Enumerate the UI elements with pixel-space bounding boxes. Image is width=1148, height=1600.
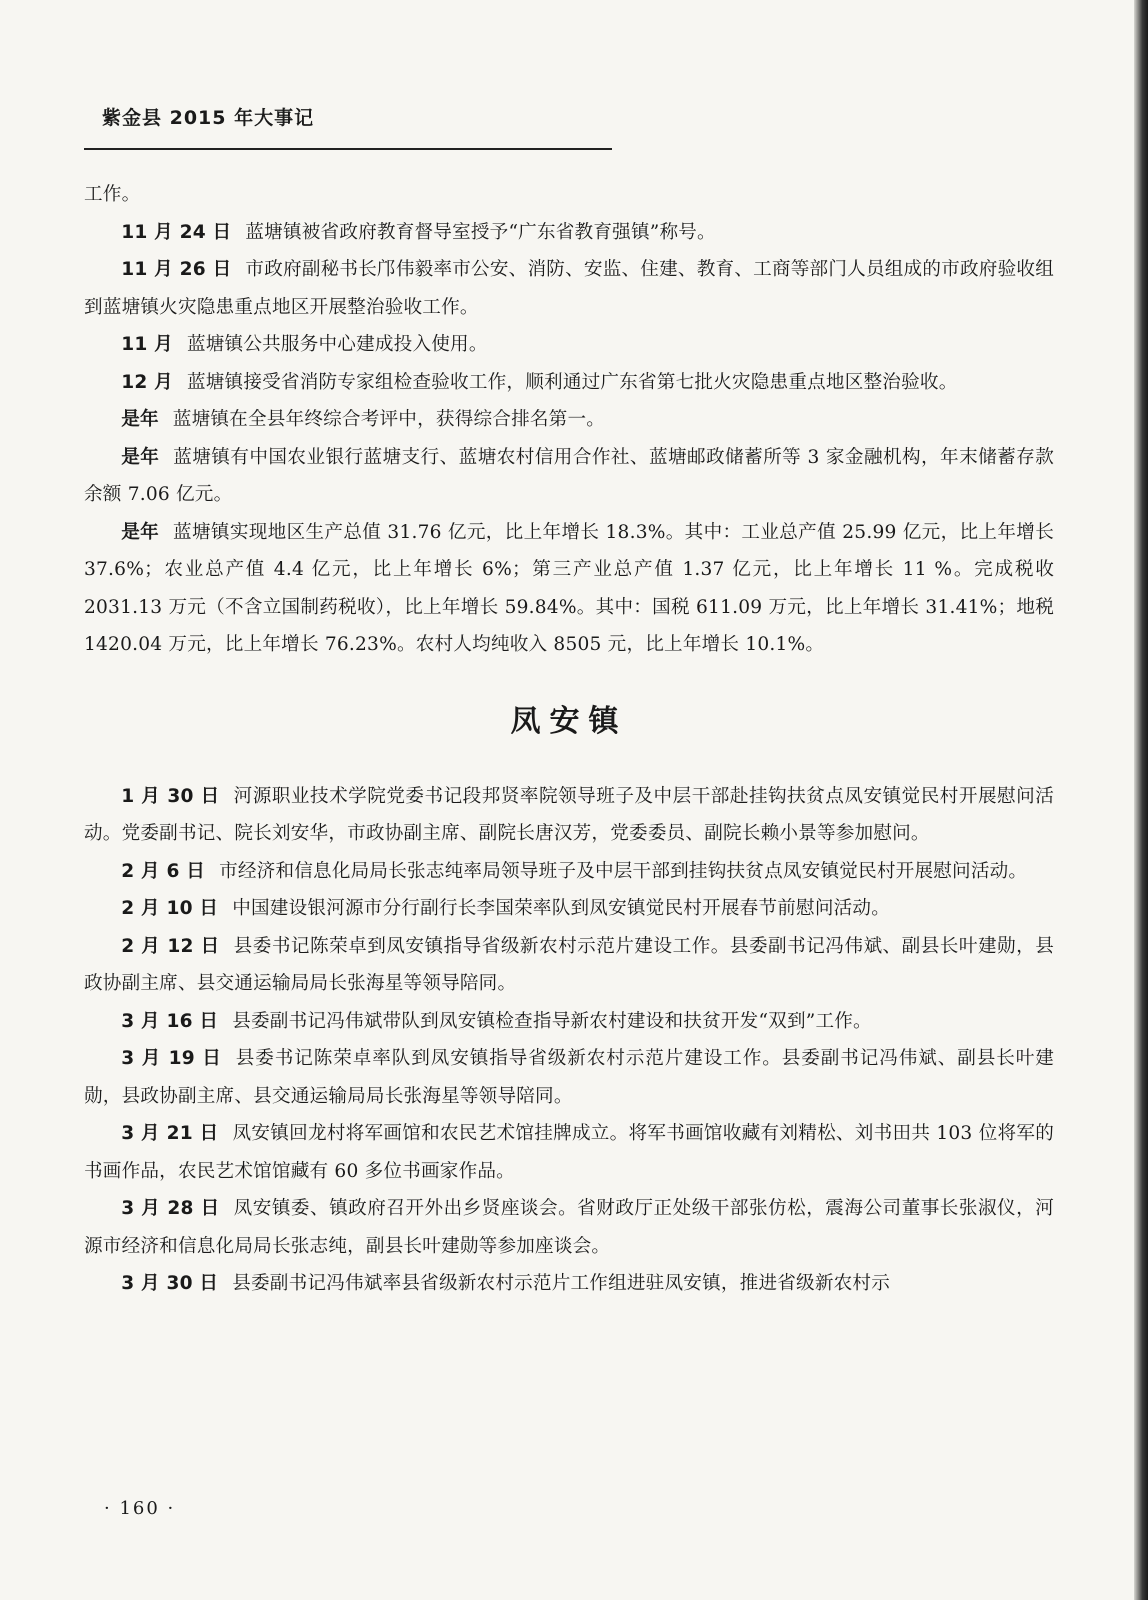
entry-date: 11 月 [121,334,173,355]
entry-text: 中国建设银河源市分行副行长李国荣率队到凤安镇觉民村开展春节前慰问活动。 [232,898,891,919]
chronicle-entry [84,251,1054,326]
chronicle-entry [84,928,1054,1003]
entry-text: 蓝塘镇实现地区生产总值 31.76 亿元，比上年增长 18.3%。其中：工业总产值 25.99 亿元，比上年增长 37.6%；农业总产值 4.4 亿元，比上年增长 6%；第三产业总产值 1.37 亿元，比上年增长 11 %。完成税收 2031.13 万元（不含立国制药税收），比上年增长 59.84%。其中：国税 611.09 万元，比上年增长 31.41%；地税 1420.04 万元，比上年增长 76.23%。农村人均纯收入 8505 元，比上年增长 10.1%。 [84,521,1054,655]
entry-date: 是年 [121,446,160,468]
chronicle-entry [84,401,1054,439]
entry-text: 蓝塘镇有中国农业银行蓝塘支行、蓝塘农村信用合作社、蓝塘邮政储蓄所等 3 家金融机构，年末储蓄存款余额 7.06 亿元。 [84,446,1054,505]
entries-lantang [84,176,1054,664]
entry-date: 是年 [121,409,159,430]
entry-date: 是年 [121,521,160,543]
chronicle-entry [84,1003,1054,1041]
entry-date: 3 月 19 日 [121,1048,222,1069]
page-body [84,176,1054,1303]
scan-edge-shadow [1134,0,1148,1600]
chronicle-entry [84,439,1054,514]
entry-date: 3 月 21 日 [121,1123,219,1144]
entry-text: 蓝塘镇公共服务中心建成投入使用。 [186,334,488,355]
chronicle-entry [84,853,1054,891]
entry-date: 1 月 30 日 [121,785,220,807]
entry-text: 市政府副秘书长邝伟毅率市公安、消防、安监、住建、教育、工商等部门人员组成的市政府验收组到蓝塘镇火灾隐患重点地区开展整治验收工作。 [84,259,1054,318]
chronicle-entry [84,1265,1054,1303]
entry-text: 市经济和信息化局局长张志纯率局领导班子及中层干部到挂钩扶贫点凤安镇觉民村开展慰问活动。 [219,860,1028,882]
entries-fengan [84,778,1054,1303]
entry-text: 河源职业技术学院党委书记段邦贤率院领导班子及中层干部赴挂钩扶贫点凤安镇觉民村开展慰问活动。党委副书记、院长刘安华，市政协副主席、副院长唐汉芳，党委委员、副院长赖小景等参加慰问。 [84,785,1054,844]
chronicle-entry [84,514,1054,664]
entry-text: 县委书记陈荣卓到凤安镇指导省级新农村示范片建设工作。县委副书记冯伟斌、副县长叶建勋，县政协副主席、县交通运输局局长张海星等领导陪同。 [84,935,1054,994]
entry-text: 县委副书记冯伟斌率县省级新农村示范片工作组进驻凤安镇，推进省级新农村示 [232,1273,891,1294]
entry-text: 凤安镇回龙村将军画馆和农民艺术馆挂牌成立。将军书画馆收藏有刘精松、刘书田共 103 位将军的书画作品，农民艺术馆馆藏有 60 多位书画家作品。 [84,1123,1054,1182]
entry-text: 工作。 [84,184,141,205]
chronicle-entry [84,1040,1054,1115]
chronicle-entry [84,778,1054,853]
entry-date: 2 月 10 日 [121,898,219,919]
entry-date: 12 月 [121,371,173,393]
running-head-title: 紫金县 2015 年大事记 [102,107,315,129]
chronicle-entry [84,1190,1054,1265]
chronicle-entry [84,1115,1054,1190]
entry-date: 3 月 16 日 [121,1010,219,1032]
entry-text: 凤安镇委、镇政府召开外出乡贤座谈会。省财政厅正处级干部张仿松，震海公司董事长张淑仪，河源市经济和信息化局局长张志纯，副县长叶建勋等参加座谈会。 [84,1198,1054,1257]
section-title: 凤安镇 [510,703,628,739]
entry-text: 蓝塘镇在全县年终综合考评中，获得综合排名第一。 [172,409,606,430]
chronicle-entry [84,214,1054,252]
entry-date: 3 月 30 日 [121,1273,219,1294]
chronicle-entry [84,364,1054,402]
entry-text: 蓝塘镇被省政府教育督导室授予“广东省教育强镇”称号。 [245,221,716,243]
chronicle-entry [84,326,1054,364]
chronicle-entry [84,890,1054,928]
page-number: · 160 · [104,1498,176,1519]
entry-date: 11 月 26 日 [121,259,232,280]
entry-date: 2 月 6 日 [121,860,206,882]
entry-date: 2 月 12 日 [121,935,220,957]
entry-date: 11 月 24 日 [121,221,232,243]
entry-text: 蓝塘镇接受省消防专家组检查验收工作，顺利通过广东省第七批火灾隐患重点地区整治验收。 [186,371,958,393]
entry-date: 3 月 28 日 [121,1198,220,1219]
entry-text: 县委副书记冯伟斌带队到凤安镇检查指导新农村建设和扶贫开发“双到”工作。 [232,1010,872,1032]
header-rule [84,148,612,150]
chronicle-entry [84,176,1054,214]
entry-text: 县委书记陈荣卓率队到凤安镇指导省级新农村示范片建设工作。县委副书记冯伟斌、副县长叶建勋，县政协副主席、县交通运输局局长张海星等领导陪同。 [84,1048,1054,1107]
